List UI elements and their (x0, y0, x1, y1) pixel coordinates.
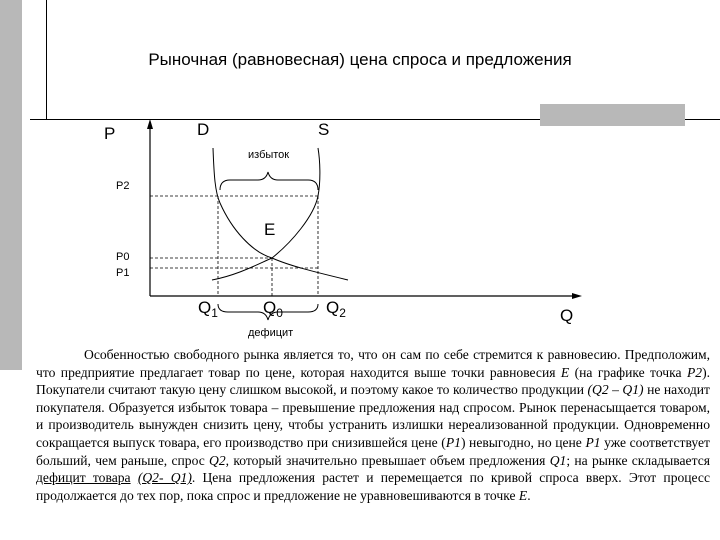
demand-label: D (197, 120, 210, 139)
demand-curve (213, 148, 348, 280)
p1-label: P1 (116, 267, 130, 279)
price-axis-arrow (147, 119, 153, 129)
p0-label: P0 (116, 251, 130, 263)
explanation-text (36, 346, 710, 504)
page-title: Рыночная (равновесная) цена спроса и предложения (148, 50, 572, 69)
supply-label: S (318, 120, 330, 139)
q2-label: $Q_2$ (326, 298, 346, 320)
quantity-axis-arrow (572, 293, 582, 299)
supply-curve (212, 148, 320, 280)
q1-label: $Q_1$ (198, 298, 218, 320)
deficit-label: дефицит (248, 327, 294, 339)
equilibrium-label: E (264, 220, 276, 239)
quantity-axis-label: Q (560, 306, 574, 325)
price-axis-label: P (104, 124, 116, 143)
surplus-label: избыток (248, 149, 290, 161)
explanation-paragraph: Особенностью свободного рынка является то, что он сам по себе стремится к равновесию. Предположим, что предприятие предлагает товар по цене, которая находится выше точки равновесия E (на графике точка P2). Покупатели считают такую цену слишком высокой, и поэтому какое то количество продукции (Q2 – Q1) не находит покупателя. Образуется избыток товара – превышение предложения над спросом. Рынок перенасыщается товаром, и производитель вынужден снизить цену, чтобы устранить излишки нереализованной продукции. Одновременно сокращается выпуск товара, его производство при снизившейся цене (P1) невыгодно, но цене P1 уже соответствует больший, чем раньше, спрос Q2, который значительно превышает объем предложения Q1; на рынке складывается дефицит товара (Q2- Q1). Цена предложения растет и перемещается по кривой спроса вверх. Этот процесс продолжается до тех пор, пока спрос и предложение не уравновешиваются в точке E. (36, 347, 710, 503)
p2-label: P2 (116, 180, 130, 192)
surplus-brace (220, 172, 318, 190)
q0-label: $Q_0$ (263, 298, 283, 320)
